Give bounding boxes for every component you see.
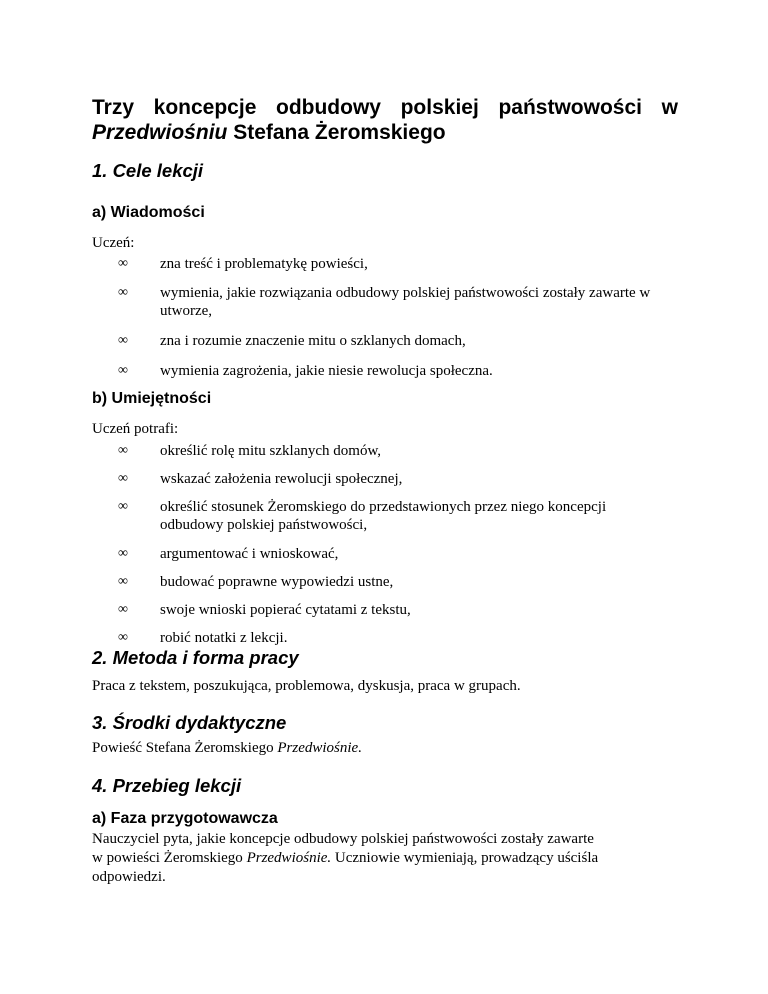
section-4a-line-1: Nauczyciel pyta, jakie koncepcje odbudowy polskiej państwowości zostały zawarte: [92, 831, 594, 847]
list-item-text: określić rolę mitu szklanych domów,: [160, 443, 382, 459]
section-4a-line-2: [92, 849, 692, 868]
bullet-symbol: ∞: [118, 285, 128, 300]
bullet-symbol: ∞: [118, 574, 128, 589]
bullet-symbol: ∞: [118, 333, 128, 348]
title-line-2: [92, 120, 678, 145]
list-item-text: argumentować i wnioskować,: [160, 546, 339, 562]
bullet-symbol: ∞: [118, 546, 128, 561]
section-4a-line-2-plain: w powieści Żeromskiego: [92, 850, 247, 866]
section-1b-intro: Uczeń potrafi:: [92, 421, 179, 437]
section-2-heading: 2. Metoda i forma pracy: [92, 647, 299, 668]
bullet-symbol: ∞: [118, 256, 128, 271]
title-word: Trzy: [92, 96, 135, 119]
bullet-symbol: ∞: [118, 499, 128, 514]
title-word: państwowości: [498, 96, 642, 119]
section-1a-heading: a) Wiadomości: [92, 204, 205, 221]
title-author: Stefana Żeromskiego: [227, 121, 446, 144]
list-item-text: wymienia zagrożenia, jakie niesie rewolucja społeczna.: [160, 363, 493, 379]
list-item-text: zna treść i problematykę powieści,: [160, 256, 368, 272]
list-item-text: wskazać założenia rewolucji społecznej,: [160, 471, 403, 487]
bullet-symbol: ∞: [118, 443, 128, 458]
section-1-heading: 1. Cele lekcji: [92, 160, 204, 181]
section-1a-intro: Uczeń:: [92, 235, 135, 251]
section-2-text: Praca z tekstem, poszukująca, problemowa, dyskusja, praca w grupach.: [92, 678, 521, 694]
bullet-symbol: ∞: [118, 471, 128, 486]
section-4a-text: [92, 830, 692, 887]
bullet-symbol: ∞: [118, 363, 128, 378]
title-line-1: [92, 95, 678, 120]
section-4-heading: 4. Przebieg lekcji: [92, 775, 242, 796]
list-item-text: zna i rozumie znaczenie mitu o szklanych domach,: [160, 333, 466, 349]
section-4a-heading: a) Faza przygotowawcza: [92, 810, 278, 827]
list-item-text: budować poprawne wypowiedzi ustne,: [160, 574, 394, 590]
section-1b-heading: b) Umiejętności: [92, 390, 212, 407]
document-title: [92, 95, 678, 145]
section-3-text: [92, 739, 362, 758]
title-italic-work: Przedwiośniu: [92, 121, 228, 144]
title-word: w: [661, 96, 678, 119]
section-4a-line-3: odpowiedzi.: [92, 869, 166, 885]
title-word: polskiej: [400, 96, 479, 119]
list-item-text: robić notatki z lekcji.: [160, 630, 288, 646]
section-3-heading: 3. Środki dydaktyczne: [92, 712, 287, 733]
list-item-text: swoje wnioski popierać cytatami z tekstu,: [160, 602, 411, 618]
list-item-text: określić stosunek Żeromskiego do przedstawionych przez niego koncepcji odbudowy polskiej państwowości,: [160, 499, 607, 533]
section-4a-line-2-rest: Uczniowie wymieniają, prowadzący uściśla: [331, 850, 599, 866]
list-item-text: wymienia, jakie rozwiązania odbudowy polskiej państwowości zostały zawarte w utworze,: [160, 285, 651, 319]
title-word: koncepcje: [153, 96, 257, 119]
bullet-symbol: ∞: [118, 630, 128, 645]
section-4a-line-2-italic: Przedwiośnie.: [246, 850, 332, 866]
section-3-text-plain: Powieść Stefana Żeromskiego: [92, 740, 278, 756]
section-3-text-italic: Przedwiośnie.: [277, 740, 362, 756]
title-word: odbudowy: [276, 96, 381, 119]
bullet-symbol: ∞: [118, 602, 128, 617]
